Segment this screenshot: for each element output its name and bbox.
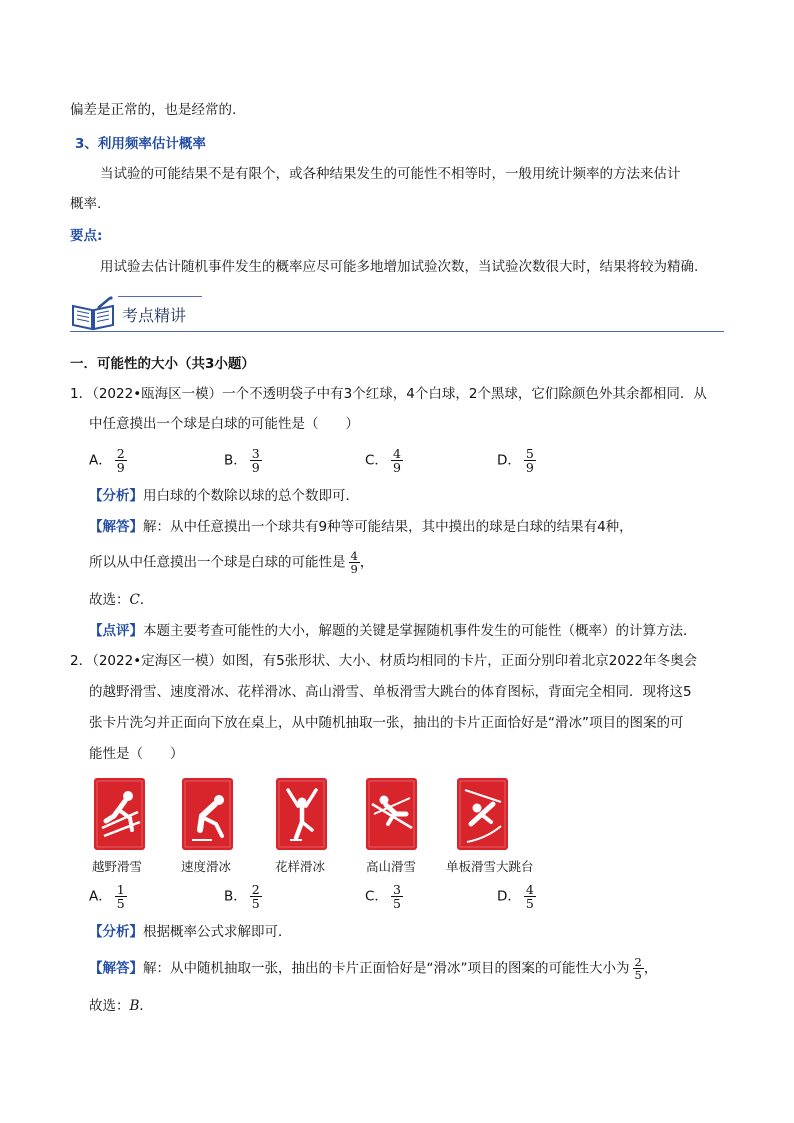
q2-stem-line4: 能性是（ ）: [89, 746, 184, 762]
q1-stem-line1: 1．（2022•瓯海区一模）一个不透明袋子中有3个红球，4个白球，2个黑球，它们除颜色外其余都相同．从: [70, 386, 707, 402]
q1-option-b[interactable]: B． $\frac{3}{9}$: [224, 446, 260, 475]
q1-option-d[interactable]: D． $\frac{5}{9}$: [497, 446, 534, 475]
q2-stem-line1: 2．（2022•定海区一模）如图，有5张形状、大小、材质均相同的卡片，正面分别印着北京2022年冬奥会: [70, 653, 698, 669]
section-heading-3: 3、利用频率估计概率: [75, 136, 206, 152]
alpine-skiing-icon: [366, 778, 417, 850]
q2-option-d[interactable]: D． $\frac{4}{5}$: [497, 882, 534, 911]
q1-comment: 【点评】本题主要考查可能性的大小，解题的关键是掌握随机事件发生的可能性（概率）的计算方法．: [89, 623, 697, 639]
snowboard-big-air-icon: [457, 778, 508, 850]
cross-country-skiing-icon: [94, 778, 145, 850]
q2-answer-line1: 【解答】解：从中随机抽取一张，抽出的卡片正面恰好是“滑冰”项目的图案的可能性大小为 $\frac{2}{5}$ ，: [89, 955, 658, 982]
intro-paragraph-0: 偏差是正常的，也是经常的.: [70, 102, 237, 118]
key-points-label: 要点:: [70, 228, 103, 244]
pictogram-caption-3: 花样滑冰: [275, 859, 326, 874]
q2-stem-line2: 的越野滑雪、速度滑冰、花样滑冰、高山滑雪、单板滑雪大跳台的体育图标，背面完全相同．现将这5: [89, 684, 692, 700]
section-title: 一．可能性的大小（共3小题）: [70, 356, 255, 372]
q2-choice: 故选：B．: [89, 998, 153, 1014]
intro-paragraph-2: 用试验去估计随机事件发生的概率应尽可能多地增加试验次数，当试验次数很大时，结果将较为精确.: [100, 259, 699, 275]
banner-top-rule: [118, 296, 202, 297]
q2-option-a[interactable]: A． $\frac{1}{5}$: [89, 882, 125, 911]
q2-option-b[interactable]: B． $\frac{2}{5}$: [224, 882, 260, 911]
q1-answer-line1: 【解答】解：从中任意摸出一个球共有9种等可能结果，其中摸出的球是白球的结果有4种，: [89, 519, 633, 535]
q1-choice: 故选：C．: [89, 592, 154, 608]
figure-skating-icon: [276, 778, 327, 850]
pictogram-caption-2: 速度滑冰: [181, 859, 232, 874]
banner-title: 考点精讲: [122, 306, 187, 325]
pictogram-caption-1: 越野滑雪: [92, 859, 143, 874]
pictogram-caption-4: 高山滑雪: [366, 859, 417, 874]
q2-analysis: 【分析】根据概率公式求解即可．: [89, 924, 292, 940]
pictogram-caption-5: 单板滑雪大跳台: [446, 859, 534, 874]
q1-analysis: 【分析】用白球的个数除以球的总个数即可．: [89, 488, 359, 504]
intro-paragraph-1a: 当试验的可能结果不是有限个，或各种结果发生的可能性不相等时，一般用统计频率的方法来估计: [100, 166, 681, 182]
q1-stem-line2: 中任意摸出一个球是白球的可能性是（ ）: [89, 416, 359, 432]
book-icon: [70, 296, 116, 332]
intro-paragraph-1b: 概率.: [70, 196, 102, 212]
q1-option-a[interactable]: A． $\frac{2}{9}$: [89, 446, 125, 475]
q2-option-c[interactable]: C． $\frac{3}{5}$: [365, 882, 401, 911]
q2-stem-line3: 张卡片洗匀并正面向下放在桌上，从中随机抽取一张，抽出的卡片正面恰好是“滑冰”项目的图案的可: [89, 715, 684, 731]
speed-skating-icon: [182, 778, 233, 850]
banner-divider: [70, 331, 724, 332]
q1-answer-line2: 所以从中任意摸出一个球是白球的可能性是 $\frac{4}{9}$ ，: [89, 549, 374, 576]
q1-option-c[interactable]: C． $\frac{4}{9}$: [365, 446, 401, 475]
